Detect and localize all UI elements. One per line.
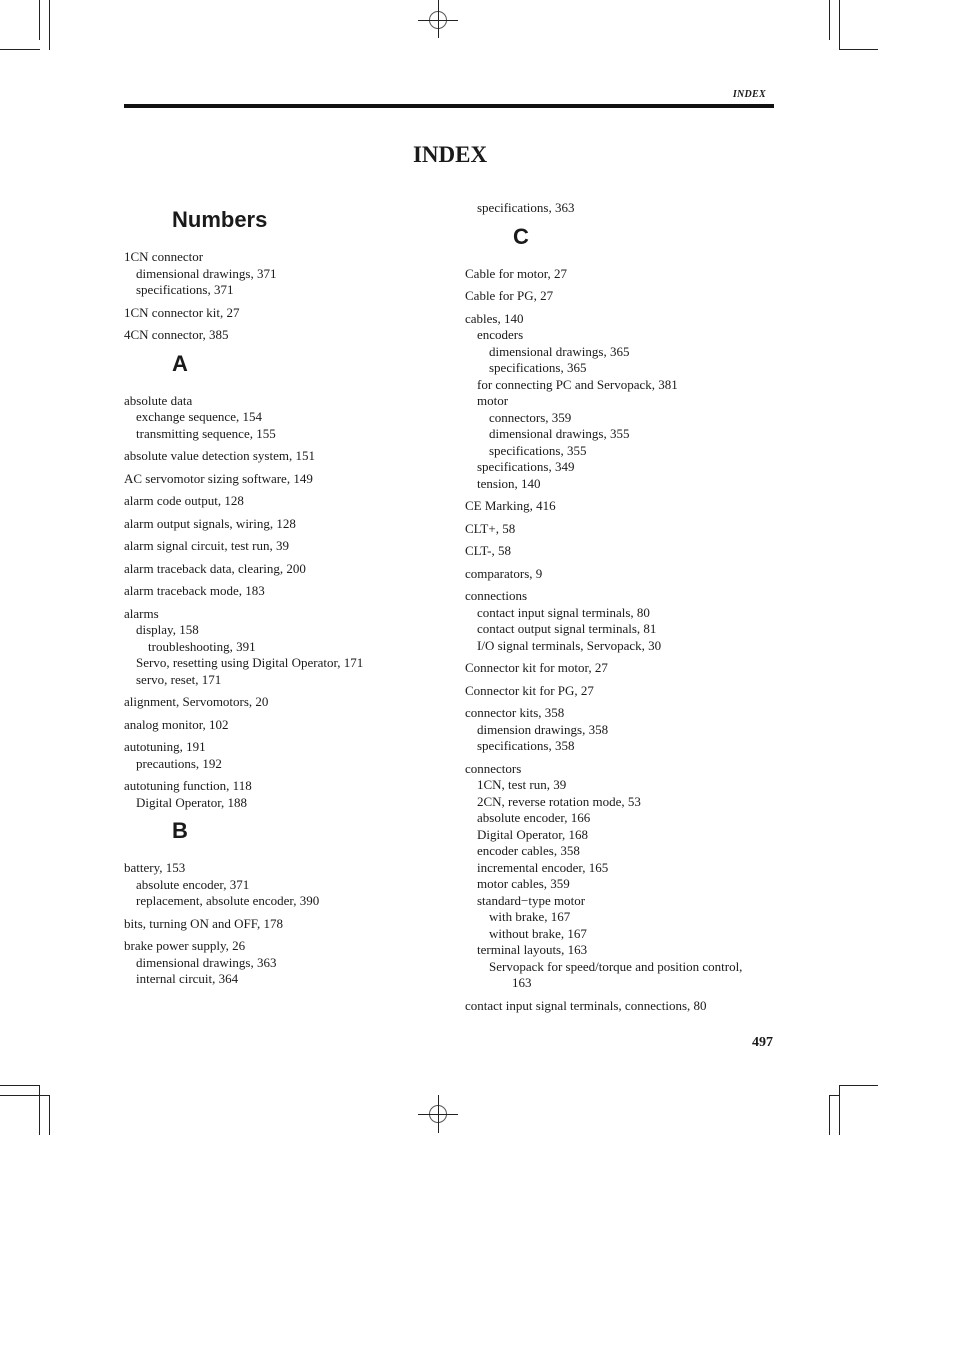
index-subterm: encoders bbox=[477, 327, 524, 342]
header-rule bbox=[124, 104, 774, 108]
index-entry bbox=[124, 860, 434, 910]
index-term: Cable for motor, 27 bbox=[465, 265, 568, 281]
index-subterm: contact input signal terminals, 80 bbox=[477, 604, 650, 620]
index-term: alarm traceback mode, 183 bbox=[124, 583, 265, 598]
index-subterm: tension, 140 bbox=[477, 475, 541, 491]
index-subterm: specifications, 371 bbox=[136, 282, 234, 297]
index-subterm: specifications, 355 bbox=[489, 442, 587, 458]
index-subterm: contact output signal terminals, 81 bbox=[477, 621, 657, 636]
index-term: AC servomotor sizing software, 149 bbox=[124, 470, 313, 486]
index-subterm: servo, reset, 171 bbox=[136, 671, 222, 687]
index-subterm: display, 158 bbox=[136, 622, 199, 637]
index-subterm: standard−type motor bbox=[477, 892, 586, 908]
index-entry bbox=[124, 393, 434, 443]
index-term: brake power supply, 26 bbox=[124, 938, 246, 953]
index-subterm: motor bbox=[477, 393, 509, 408]
index-entry bbox=[465, 288, 770, 305]
index-term: CLT-, 58 bbox=[465, 543, 511, 558]
index-term: alarm traceback data, clearing, 200 bbox=[124, 560, 306, 576]
index-entry bbox=[465, 761, 770, 992]
index-subterm: Servopack for speed/torque and position control, bbox=[489, 958, 743, 974]
index-entry bbox=[124, 448, 434, 465]
index-entry bbox=[465, 566, 770, 583]
index-entry bbox=[124, 938, 434, 988]
index-term: Connector kit for PG, 27 bbox=[465, 682, 594, 698]
index-entry bbox=[124, 778, 434, 811]
index-entry bbox=[124, 538, 434, 555]
index-entry bbox=[124, 561, 434, 578]
index-entry bbox=[124, 717, 434, 734]
index-term: 1CN connector kit, 27 bbox=[124, 304, 240, 320]
index-entry bbox=[124, 493, 434, 510]
index-subterm: absolute encoder, 371 bbox=[136, 876, 250, 892]
index-entry bbox=[465, 705, 770, 755]
index-entry bbox=[465, 543, 770, 560]
index-term: CE Marking, 416 bbox=[465, 498, 556, 513]
index-subterm: 2CN, reverse rotation mode, 53 bbox=[477, 793, 641, 809]
index-subterm: dimensional drawings, 371 bbox=[136, 265, 277, 281]
index-entry bbox=[124, 606, 434, 689]
index-subterm: without brake, 167 bbox=[489, 925, 587, 941]
index-subterm: 163 bbox=[512, 975, 532, 990]
index-entry bbox=[124, 471, 434, 488]
index-term: contact input signal terminals, connections, 80 bbox=[465, 997, 707, 1013]
index-term: absolute data bbox=[124, 392, 193, 408]
index-subterm: dimension drawings, 358 bbox=[477, 721, 609, 737]
index-subterm: specifications, 349 bbox=[477, 459, 575, 474]
index-term: alarm signal circuit, test run, 39 bbox=[124, 538, 289, 553]
index-entry bbox=[465, 266, 770, 283]
index-subterm: specifications, 363 bbox=[477, 200, 575, 215]
index-subterm: dimensional drawings, 355 bbox=[489, 426, 630, 441]
index-subterm: precautions, 192 bbox=[136, 755, 222, 771]
index-term: alarm code output, 128 bbox=[124, 493, 244, 508]
section-heading: A bbox=[172, 350, 188, 376]
index-subterm: dimensional drawings, 363 bbox=[136, 954, 277, 970]
index-term: cables, 140 bbox=[465, 310, 524, 326]
index-subterm: transmitting sequence, 155 bbox=[136, 425, 276, 441]
index-entry bbox=[465, 998, 770, 1015]
index-subterm: exchange sequence, 154 bbox=[136, 409, 262, 424]
index-subterm: for connecting PC and Servopack, 381 bbox=[477, 376, 678, 392]
section-heading: C bbox=[513, 223, 529, 249]
index-entry bbox=[465, 521, 770, 538]
index-subterm: terminal layouts, 163 bbox=[477, 942, 588, 957]
index-term: comparators, 9 bbox=[465, 565, 543, 581]
page-title: INDEX bbox=[412, 142, 488, 167]
index-column-right bbox=[465, 200, 770, 1020]
index-entry bbox=[465, 200, 770, 217]
index-subterm: encoder cables, 358 bbox=[477, 843, 580, 858]
index-term: autotuning, 191 bbox=[124, 739, 206, 754]
index-subterm: troubleshooting, 391 bbox=[148, 638, 256, 654]
index-term: 1CN connector bbox=[124, 249, 204, 264]
index-subterm: with brake, 167 bbox=[489, 909, 571, 924]
index-entry bbox=[124, 916, 434, 933]
index-subterm: I/O signal terminals, Servopack, 30 bbox=[477, 637, 662, 653]
index-entry bbox=[124, 583, 434, 600]
index-term: bits, turning ON and OFF, 178 bbox=[124, 915, 283, 931]
index-entry bbox=[465, 498, 770, 515]
index-term: alarm output signals, wiring, 128 bbox=[124, 515, 296, 531]
index-subterm: replacement, absolute encoder, 390 bbox=[136, 893, 320, 908]
index-entry bbox=[465, 660, 770, 677]
index-term: 4CN connector, 385 bbox=[124, 327, 229, 342]
index-subterm: dimensional drawings, 365 bbox=[489, 343, 630, 359]
index-term: battery, 153 bbox=[124, 860, 186, 875]
index-entry bbox=[124, 327, 434, 344]
index-subterm: absolute encoder, 166 bbox=[477, 810, 591, 825]
index-term: connectors bbox=[465, 760, 522, 776]
section-heading: B bbox=[172, 818, 188, 843]
index-entry bbox=[124, 516, 434, 533]
index-subterm: incremental encoder, 165 bbox=[477, 859, 609, 875]
index-entry bbox=[465, 311, 770, 493]
index-term: CLT+, 58 bbox=[465, 520, 516, 536]
index-term: connector kits, 358 bbox=[465, 705, 565, 720]
index-term: alarms bbox=[124, 605, 159, 621]
index-subterm: Digital Operator, 168 bbox=[477, 826, 589, 842]
index-term: connections bbox=[465, 588, 528, 603]
index-subterm: 1CN, test run, 39 bbox=[477, 777, 567, 792]
index-term: autotuning function, 118 bbox=[124, 778, 252, 793]
index-entry bbox=[465, 588, 770, 654]
index-entry bbox=[124, 249, 434, 299]
index-column-left bbox=[124, 200, 434, 994]
index-subterm: specifications, 365 bbox=[489, 360, 587, 375]
index-subterm: Servo, resetting using Digital Operator, 171 bbox=[136, 655, 364, 670]
index-subterm: motor cables, 359 bbox=[477, 876, 570, 891]
index-subterm: Digital Operator, 188 bbox=[136, 794, 248, 810]
index-entry bbox=[465, 683, 770, 700]
index-entry bbox=[124, 739, 434, 772]
index-subterm: internal circuit, 364 bbox=[136, 971, 239, 986]
index-term: Cable for PG, 27 bbox=[465, 288, 554, 303]
running-head: INDEX bbox=[732, 89, 766, 100]
index-subterm: specifications, 358 bbox=[477, 738, 575, 753]
index-term: absolute value detection system, 151 bbox=[124, 448, 315, 463]
index-term: alignment, Servomotors, 20 bbox=[124, 694, 269, 709]
section-heading: Numbers bbox=[172, 207, 268, 232]
index-term: analog monitor, 102 bbox=[124, 716, 229, 732]
index-subterm: connectors, 359 bbox=[489, 409, 572, 425]
index-entry bbox=[124, 305, 434, 322]
page-number: 497 bbox=[752, 1035, 773, 1050]
index-entry bbox=[124, 694, 434, 711]
index-term: Connector kit for motor, 27 bbox=[465, 660, 608, 675]
